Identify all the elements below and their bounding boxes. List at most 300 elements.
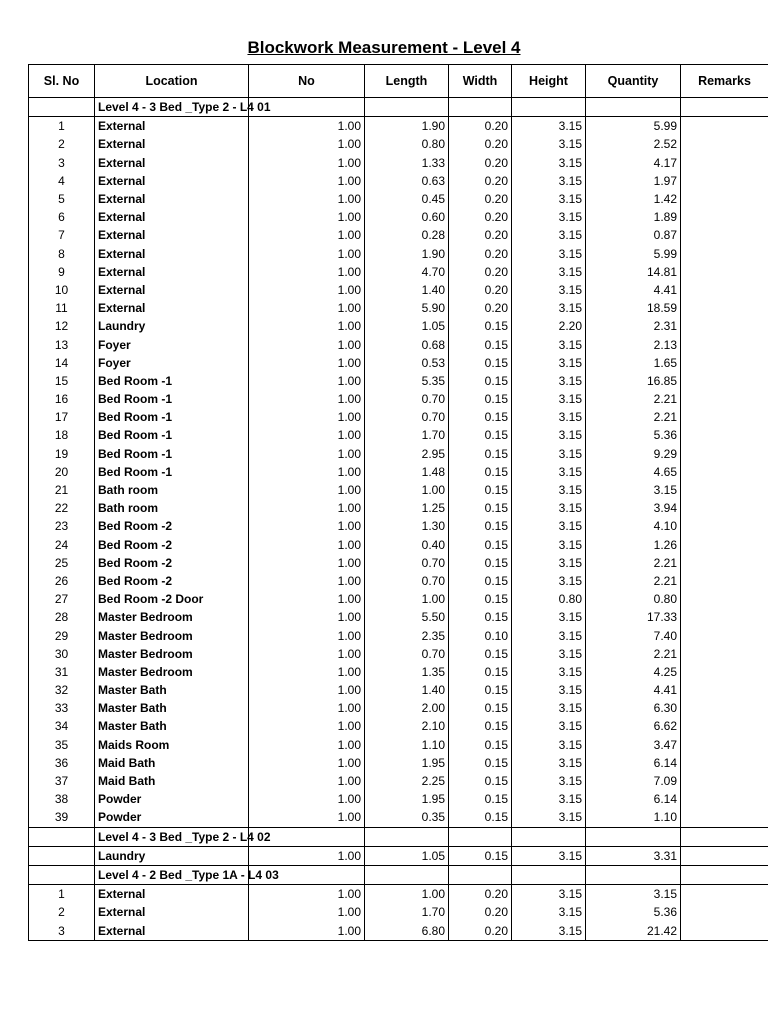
- cell-remarks: [681, 190, 768, 208]
- cell-width: 0.20: [449, 245, 512, 263]
- cell-height: 3.15: [512, 208, 586, 226]
- cell-no: 1.00: [249, 808, 365, 827]
- cell-remarks: [681, 554, 768, 572]
- section-empty-cell: [681, 865, 768, 884]
- cell-sl-no: 2: [29, 903, 95, 921]
- cell-sl-no: 19: [29, 445, 95, 463]
- cell-location: External: [95, 226, 249, 244]
- cell-length: 0.70: [365, 408, 449, 426]
- cell-length: 2.10: [365, 717, 449, 735]
- section-sl-cell: [29, 827, 95, 846]
- cell-quantity: 14.81: [586, 263, 681, 281]
- section-header-row: [29, 98, 768, 117]
- cell-width: 0.15: [449, 846, 512, 865]
- cell-height: 3.15: [512, 499, 586, 517]
- header-height: Height: [512, 65, 586, 98]
- cell-width: 0.20: [449, 263, 512, 281]
- cell-location: External: [95, 117, 249, 136]
- cell-no: 1.00: [249, 717, 365, 735]
- cell-quantity: 17.33: [586, 608, 681, 626]
- cell-quantity: 2.21: [586, 645, 681, 663]
- cell-sl-no: 26: [29, 572, 95, 590]
- cell-location: External: [95, 135, 249, 153]
- cell-length: 1.05: [365, 317, 449, 335]
- section-title: Level 4 - 2 Bed _Type 1A - L4 03: [95, 865, 249, 884]
- cell-location: Bed Room -1: [95, 426, 249, 444]
- cell-quantity: 4.17: [586, 154, 681, 172]
- table-row: [29, 846, 768, 865]
- cell-length: 1.90: [365, 245, 449, 263]
- cell-height: 3.15: [512, 921, 586, 940]
- cell-quantity: 6.30: [586, 699, 681, 717]
- cell-length: 1.40: [365, 681, 449, 699]
- cell-height: 3.15: [512, 885, 586, 904]
- cell-height: 2.20: [512, 317, 586, 335]
- cell-sl-no: 3: [29, 921, 95, 940]
- cell-height: 3.15: [512, 463, 586, 481]
- cell-sl-no: 30: [29, 645, 95, 663]
- cell-remarks: [681, 517, 768, 535]
- cell-length: 0.80: [365, 135, 449, 153]
- cell-no: 1.00: [249, 281, 365, 299]
- table-row: [29, 299, 768, 317]
- cell-width: 0.15: [449, 517, 512, 535]
- cell-quantity: 7.09: [586, 772, 681, 790]
- cell-no: 1.00: [249, 921, 365, 940]
- cell-remarks: [681, 921, 768, 940]
- cell-quantity: 4.65: [586, 463, 681, 481]
- cell-height: 3.15: [512, 335, 586, 353]
- section-empty-cell: [586, 865, 681, 884]
- cell-width: 0.15: [449, 390, 512, 408]
- cell-length: 5.35: [365, 372, 449, 390]
- table-row: [29, 245, 768, 263]
- cell-remarks: [681, 626, 768, 644]
- cell-sl-no: 38: [29, 790, 95, 808]
- cell-length: 1.00: [365, 590, 449, 608]
- section-empty-cell: [512, 865, 586, 884]
- table-row: [29, 885, 768, 904]
- table-row: [29, 699, 768, 717]
- table-row: [29, 590, 768, 608]
- cell-width: 0.10: [449, 626, 512, 644]
- cell-location: Bed Room -1: [95, 408, 249, 426]
- cell-no: 1.00: [249, 885, 365, 904]
- table-row: [29, 154, 768, 172]
- cell-location: Bed Room -2 Door: [95, 590, 249, 608]
- cell-width: 0.15: [449, 663, 512, 681]
- cell-remarks: [681, 663, 768, 681]
- cell-sl-no: 35: [29, 736, 95, 754]
- cell-no: 1.00: [249, 354, 365, 372]
- cell-no: 1.00: [249, 736, 365, 754]
- cell-remarks: [681, 736, 768, 754]
- cell-height: 3.15: [512, 808, 586, 827]
- table-row: [29, 481, 768, 499]
- cell-height: 3.15: [512, 736, 586, 754]
- cell-sl-no: 39: [29, 808, 95, 827]
- cell-height: 3.15: [512, 135, 586, 153]
- cell-location: Master Bath: [95, 717, 249, 735]
- cell-quantity: 9.29: [586, 445, 681, 463]
- table-body: [29, 98, 768, 941]
- cell-width: 0.15: [449, 808, 512, 827]
- cell-width: 0.15: [449, 645, 512, 663]
- cell-remarks: [681, 699, 768, 717]
- cell-length: 0.40: [365, 536, 449, 554]
- table-row: [29, 172, 768, 190]
- cell-height: 3.15: [512, 717, 586, 735]
- cell-quantity: 18.59: [586, 299, 681, 317]
- cell-width: 0.15: [449, 426, 512, 444]
- cell-sl-no: 10: [29, 281, 95, 299]
- cell-quantity: 1.97: [586, 172, 681, 190]
- cell-length: 2.00: [365, 699, 449, 717]
- cell-length: 0.35: [365, 808, 449, 827]
- cell-no: 1.00: [249, 554, 365, 572]
- cell-height: 3.15: [512, 190, 586, 208]
- cell-no: 1.00: [249, 772, 365, 790]
- cell-length: 0.53: [365, 354, 449, 372]
- cell-remarks: [681, 354, 768, 372]
- cell-no: 1.00: [249, 699, 365, 717]
- cell-height: 3.15: [512, 790, 586, 808]
- cell-no: 1.00: [249, 463, 365, 481]
- cell-location: Bed Room -2: [95, 536, 249, 554]
- cell-sl-no: 16: [29, 390, 95, 408]
- section-sl-cell: [29, 98, 95, 117]
- cell-width: 0.20: [449, 208, 512, 226]
- cell-no: 1.00: [249, 663, 365, 681]
- cell-sl-no: 3: [29, 154, 95, 172]
- cell-height: 3.15: [512, 408, 586, 426]
- cell-quantity: 7.40: [586, 626, 681, 644]
- cell-length: 1.00: [365, 885, 449, 904]
- cell-remarks: [681, 681, 768, 699]
- section-empty-cell: [365, 98, 449, 117]
- cell-quantity: 6.14: [586, 790, 681, 808]
- header-length: Length: [365, 65, 449, 98]
- cell-sl-no: 22: [29, 499, 95, 517]
- section-empty-cell: [365, 865, 449, 884]
- section-empty-cell: [586, 827, 681, 846]
- cell-quantity: 1.65: [586, 354, 681, 372]
- blockwork-table: [28, 64, 768, 941]
- cell-quantity: 5.36: [586, 903, 681, 921]
- cell-width: 0.15: [449, 408, 512, 426]
- cell-width: 0.15: [449, 481, 512, 499]
- table-row: [29, 499, 768, 517]
- cell-height: 3.15: [512, 281, 586, 299]
- cell-height: 0.80: [512, 590, 586, 608]
- cell-location: Master Bedroom: [95, 608, 249, 626]
- cell-sl-no: 32: [29, 681, 95, 699]
- cell-width: 0.15: [449, 717, 512, 735]
- cell-length: 4.70: [365, 263, 449, 281]
- cell-quantity: 1.42: [586, 190, 681, 208]
- section-header-row: [29, 865, 768, 884]
- cell-location: Bed Room -1: [95, 463, 249, 481]
- cell-location: External: [95, 263, 249, 281]
- cell-quantity: 0.87: [586, 226, 681, 244]
- cell-quantity: 2.21: [586, 390, 681, 408]
- cell-length: 2.25: [365, 772, 449, 790]
- cell-remarks: [681, 263, 768, 281]
- cell-width: 0.20: [449, 154, 512, 172]
- cell-width: 0.20: [449, 885, 512, 904]
- cell-no: 1.00: [249, 536, 365, 554]
- cell-location: Bed Room -2: [95, 554, 249, 572]
- cell-sl-no: 4: [29, 172, 95, 190]
- table-row: [29, 354, 768, 372]
- cell-quantity: 2.31: [586, 317, 681, 335]
- cell-length: 0.70: [365, 645, 449, 663]
- table-row: [29, 736, 768, 754]
- table-row: [29, 263, 768, 281]
- cell-remarks: [681, 317, 768, 335]
- cell-quantity: 16.85: [586, 372, 681, 390]
- cell-sl-no: 27: [29, 590, 95, 608]
- cell-quantity: 21.42: [586, 921, 681, 940]
- cell-height: 3.15: [512, 754, 586, 772]
- table-row: [29, 135, 768, 153]
- cell-quantity: 6.62: [586, 717, 681, 735]
- cell-sl-no: 33: [29, 699, 95, 717]
- cell-remarks: [681, 808, 768, 827]
- cell-no: 1.00: [249, 681, 365, 699]
- cell-no: 1.00: [249, 172, 365, 190]
- cell-remarks: [681, 903, 768, 921]
- cell-no: 1.00: [249, 263, 365, 281]
- table-row: [29, 372, 768, 390]
- cell-sl-no: [29, 846, 95, 865]
- cell-height: 3.15: [512, 445, 586, 463]
- cell-remarks: [681, 426, 768, 444]
- cell-width: 0.20: [449, 226, 512, 244]
- cell-length: 0.60: [365, 208, 449, 226]
- cell-width: 0.15: [449, 681, 512, 699]
- section-sl-cell: [29, 865, 95, 884]
- cell-width: 0.20: [449, 281, 512, 299]
- cell-length: 1.00: [365, 481, 449, 499]
- cell-length: 0.45: [365, 190, 449, 208]
- cell-sl-no: 14: [29, 354, 95, 372]
- cell-location: External: [95, 903, 249, 921]
- cell-quantity: 5.99: [586, 117, 681, 136]
- cell-sl-no: 8: [29, 245, 95, 263]
- cell-location: External: [95, 245, 249, 263]
- cell-height: 3.15: [512, 663, 586, 681]
- cell-no: 1.00: [249, 208, 365, 226]
- cell-height: 3.15: [512, 172, 586, 190]
- cell-length: 1.10: [365, 736, 449, 754]
- cell-quantity: 2.21: [586, 408, 681, 426]
- cell-location: External: [95, 154, 249, 172]
- cell-remarks: [681, 885, 768, 904]
- cell-remarks: [681, 445, 768, 463]
- cell-height: 3.15: [512, 117, 586, 136]
- cell-width: 0.15: [449, 554, 512, 572]
- cell-sl-no: 31: [29, 663, 95, 681]
- cell-length: 6.80: [365, 921, 449, 940]
- cell-remarks: [681, 172, 768, 190]
- cell-sl-no: 34: [29, 717, 95, 735]
- cell-length: 0.28: [365, 226, 449, 244]
- cell-width: 0.15: [449, 790, 512, 808]
- cell-quantity: 2.13: [586, 335, 681, 353]
- cell-quantity: 2.52: [586, 135, 681, 153]
- cell-sl-no: 9: [29, 263, 95, 281]
- section-title: Level 4 - 3 Bed _Type 2 - L4 02: [95, 827, 249, 846]
- cell-sl-no: 37: [29, 772, 95, 790]
- section-empty-cell: [512, 98, 586, 117]
- cell-no: 1.00: [249, 245, 365, 263]
- cell-quantity: 3.47: [586, 736, 681, 754]
- cell-location: Bath room: [95, 499, 249, 517]
- table-row: [29, 572, 768, 590]
- cell-length: 1.25: [365, 499, 449, 517]
- cell-height: 3.15: [512, 390, 586, 408]
- cell-no: 1.00: [249, 335, 365, 353]
- table-row: [29, 426, 768, 444]
- cell-location: Master Bedroom: [95, 645, 249, 663]
- cell-length: 2.35: [365, 626, 449, 644]
- section-header-row: [29, 827, 768, 846]
- cell-width: 0.20: [449, 299, 512, 317]
- cell-quantity: 3.15: [586, 481, 681, 499]
- cell-width: 0.15: [449, 463, 512, 481]
- cell-remarks: [681, 536, 768, 554]
- table-row: [29, 463, 768, 481]
- cell-width: 0.15: [449, 354, 512, 372]
- cell-remarks: [681, 226, 768, 244]
- cell-no: 1.00: [249, 608, 365, 626]
- cell-height: 3.15: [512, 245, 586, 263]
- cell-no: 1.00: [249, 372, 365, 390]
- section-empty-cell: [512, 827, 586, 846]
- table-row: [29, 554, 768, 572]
- cell-no: 1.00: [249, 190, 365, 208]
- cell-sl-no: 12: [29, 317, 95, 335]
- cell-sl-no: 29: [29, 626, 95, 644]
- cell-length: 1.30: [365, 517, 449, 535]
- cell-location: Powder: [95, 808, 249, 827]
- cell-remarks: [681, 335, 768, 353]
- cell-location: External: [95, 299, 249, 317]
- cell-length: 1.90: [365, 117, 449, 136]
- cell-sl-no: 7: [29, 226, 95, 244]
- cell-width: 0.20: [449, 921, 512, 940]
- cell-length: 1.05: [365, 846, 449, 865]
- cell-remarks: [681, 135, 768, 153]
- cell-remarks: [681, 245, 768, 263]
- cell-remarks: [681, 390, 768, 408]
- cell-location: External: [95, 208, 249, 226]
- cell-location: External: [95, 190, 249, 208]
- cell-location: Master Bedroom: [95, 626, 249, 644]
- cell-width: 0.20: [449, 117, 512, 136]
- cell-location: Bed Room -1: [95, 390, 249, 408]
- cell-width: 0.15: [449, 317, 512, 335]
- cell-location: External: [95, 921, 249, 940]
- table-row: [29, 663, 768, 681]
- cell-sl-no: 2: [29, 135, 95, 153]
- cell-location: Master Bath: [95, 699, 249, 717]
- cell-remarks: [681, 372, 768, 390]
- table-row: [29, 517, 768, 535]
- cell-length: 1.35: [365, 663, 449, 681]
- cell-width: 0.20: [449, 172, 512, 190]
- cell-quantity: 3.94: [586, 499, 681, 517]
- cell-length: 0.63: [365, 172, 449, 190]
- table-row: [29, 645, 768, 663]
- cell-width: 0.15: [449, 572, 512, 590]
- cell-sl-no: 15: [29, 372, 95, 390]
- table-row: [29, 790, 768, 808]
- cell-no: 1.00: [249, 846, 365, 865]
- cell-remarks: [681, 754, 768, 772]
- table-row: [29, 408, 768, 426]
- cell-no: 1.00: [249, 445, 365, 463]
- cell-sl-no: 25: [29, 554, 95, 572]
- cell-location: Master Bath: [95, 681, 249, 699]
- cell-no: 1.00: [249, 499, 365, 517]
- cell-length: 1.95: [365, 754, 449, 772]
- cell-no: 1.00: [249, 426, 365, 444]
- cell-sl-no: 5: [29, 190, 95, 208]
- cell-no: 1.00: [249, 517, 365, 535]
- cell-height: 3.15: [512, 645, 586, 663]
- cell-quantity: 0.80: [586, 590, 681, 608]
- cell-location: Bath room: [95, 481, 249, 499]
- table-row: [29, 754, 768, 772]
- cell-location: Laundry: [95, 317, 249, 335]
- cell-height: 3.15: [512, 481, 586, 499]
- cell-remarks: [681, 717, 768, 735]
- cell-height: 3.15: [512, 772, 586, 790]
- header-sl-no: Sl. No: [29, 65, 95, 98]
- section-empty-cell: [365, 827, 449, 846]
- cell-location: Maid Bath: [95, 754, 249, 772]
- cell-remarks: [681, 772, 768, 790]
- cell-length: 5.90: [365, 299, 449, 317]
- cell-location: Master Bedroom: [95, 663, 249, 681]
- table-row: [29, 281, 768, 299]
- section-empty-cell: [681, 827, 768, 846]
- cell-height: 3.15: [512, 554, 586, 572]
- cell-sl-no: 1: [29, 885, 95, 904]
- cell-length: 5.50: [365, 608, 449, 626]
- cell-no: 1.00: [249, 481, 365, 499]
- header-width: Width: [449, 65, 512, 98]
- cell-no: 1.00: [249, 572, 365, 590]
- cell-remarks: [681, 154, 768, 172]
- cell-no: 1.00: [249, 590, 365, 608]
- cell-sl-no: 18: [29, 426, 95, 444]
- cell-quantity: 6.14: [586, 754, 681, 772]
- cell-width: 0.15: [449, 372, 512, 390]
- section-title: Level 4 - 3 Bed _Type 2 - L4 01: [95, 98, 249, 117]
- cell-height: 3.15: [512, 372, 586, 390]
- cell-quantity: 4.10: [586, 517, 681, 535]
- cell-sl-no: 24: [29, 536, 95, 554]
- cell-location: Powder: [95, 790, 249, 808]
- cell-sl-no: 21: [29, 481, 95, 499]
- cell-height: 3.15: [512, 154, 586, 172]
- cell-width: 0.15: [449, 335, 512, 353]
- cell-remarks: [681, 590, 768, 608]
- cell-sl-no: 36: [29, 754, 95, 772]
